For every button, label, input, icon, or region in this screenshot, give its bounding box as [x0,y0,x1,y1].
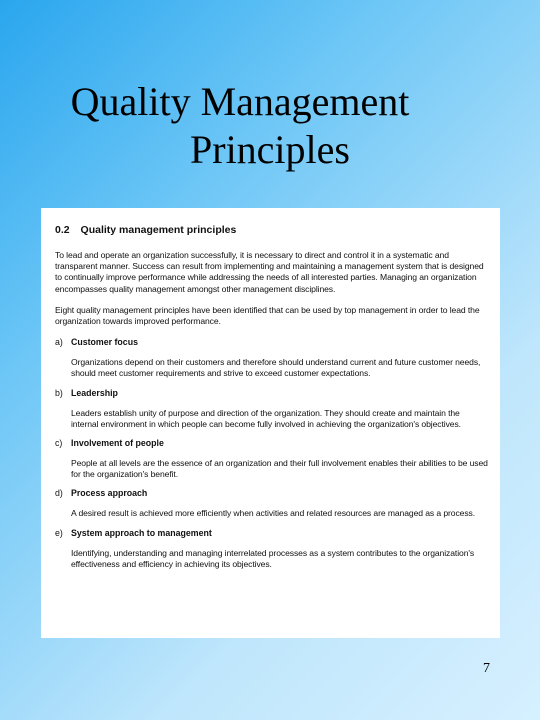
principle-title: Leadership [71,387,118,398]
principle-text: Leaders establish unity of purpose and direction of the organization. They should create and maintain the internal environment in which people can become fully involved in achieving the organization's objectives. [71,407,461,429]
principle-letter: b) [55,387,63,398]
principle-letter: a) [55,337,63,348]
principle-heading [55,488,488,498]
principle-title: System approach to management [71,527,212,538]
slide-title-line-1: Quality Management [70,79,410,124]
principle-customer-focus [55,337,488,379]
principle-text: People at all levels are the essence of an organization and their full involvement enables their abilities to be used for the organization's benefit. [71,458,488,480]
principle-title: Involvement of people [71,438,164,449]
intro-paragraph: To lead and operate an organization successfully, it is necessary to direct and control it in a systematic and transparent manner. Success can result from implementing and maintaining a management system that is designed to continually improve performance while addressing the needs of all interested parties. Managing an organization encompasses quality management amongst other management disciplines. [55,250,484,294]
principle-process-approach [55,488,488,519]
principle-title: Customer focus [71,337,138,348]
section-number: 0.2 [55,224,70,236]
document-excerpt [41,208,500,638]
principle-text: Organizations depend on their customers and therefore should understand current and future customer needs, should meet customer requirements and strive to exceed customer expectations. [71,357,481,379]
principle-heading [55,337,488,347]
principle-involvement-of-people [55,438,488,480]
principle-leadership [55,388,488,430]
principle-heading [55,528,488,538]
principle-text: A desired result is achieved more efficiently when activities and related resources are managed as a process. [71,508,476,519]
slide-title-line-2: Principles [190,127,350,172]
second-paragraph: Eight quality management principles have been identified that can be used by top management in order to lead the organization towards improved performance. [55,304,480,327]
section-heading [55,224,488,236]
principle-system-approach [55,528,488,570]
principle-letter: d) [55,488,63,499]
principle-heading [55,438,488,448]
principle-letter: c) [55,438,63,449]
principle-letter: e) [55,527,63,538]
principle-title: Process approach [71,488,148,499]
principle-heading [55,388,488,398]
section-title: Quality management principles [80,224,237,236]
page-number: 7 [483,661,490,676]
slide-title [0,78,540,174]
principle-text: Identifying, understanding and managing interrelated processes as a system contributes to the organization's effectiveness and efficiency in achieving its objectives. [71,547,475,569]
